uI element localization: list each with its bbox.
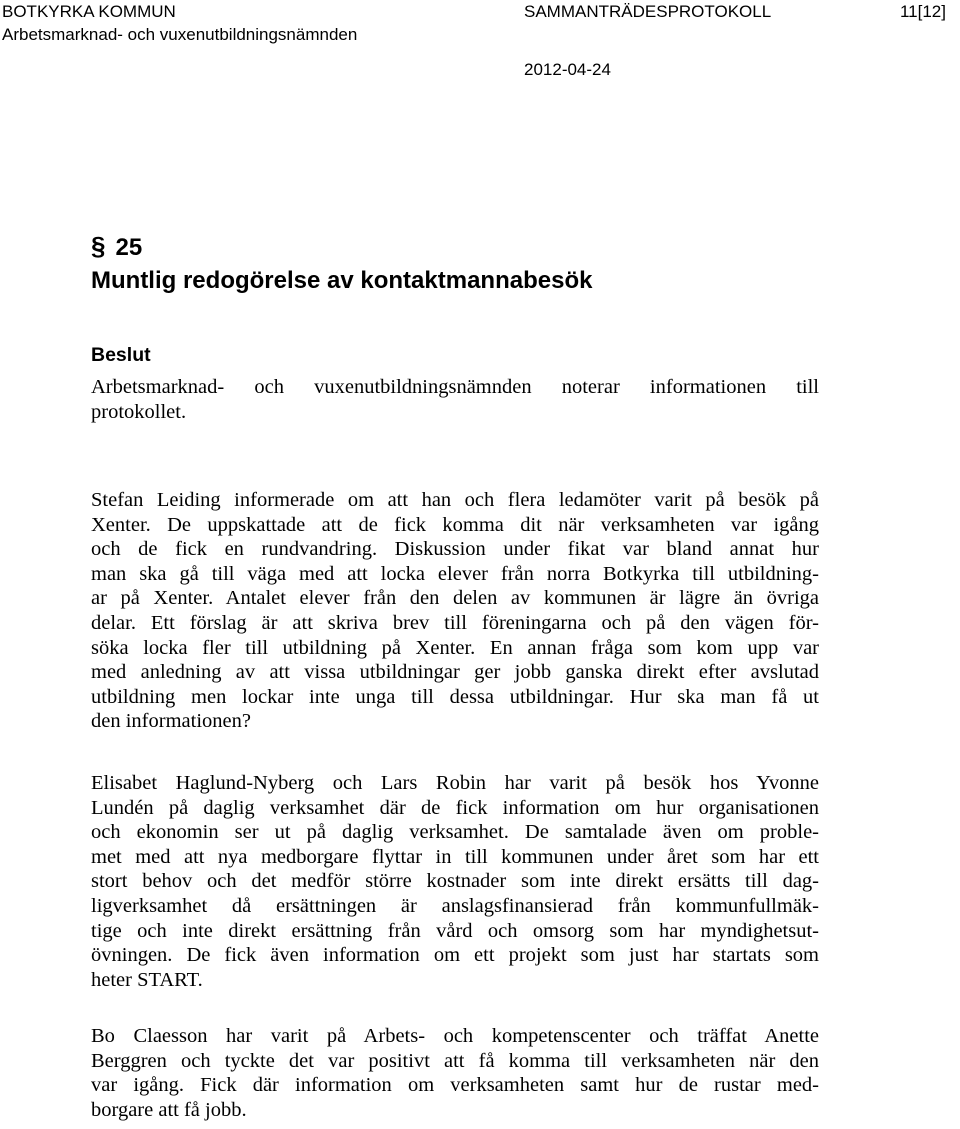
paragraph-haglund-nyberg bbox=[91, 771, 819, 992]
text-line: ar på Xenter. Antalet elever från den delen av kommunen är lägre än övriga bbox=[91, 587, 819, 610]
text-line: och de fick en rundvandring. Diskussion under fikat var bland annat hur bbox=[91, 538, 819, 561]
text-line: Elisabet Haglund-Nyberg och Lars Robin har varit på besök hos Yvonne bbox=[91, 772, 819, 794]
text-line: met med att nya medborgare flyttar in till kommunen under året som har ett bbox=[91, 845, 819, 868]
text-line: Berggren och tyckte det var positivt att få komma till verksamheten när den bbox=[91, 1049, 819, 1072]
section-title: Muntlig redogörelse av kontaktmannabesök bbox=[91, 267, 593, 294]
text-line: övningen. De fick även information om ett projekt som just har startats som bbox=[91, 944, 819, 967]
text-line: söka locka fler till utbildning på Xenter. En annan fråga som kom upp var bbox=[91, 636, 819, 659]
paragraph-claesson bbox=[91, 1024, 819, 1122]
text-line: var igång. Fick där information om verksamheten samt hur de rustar med- bbox=[91, 1074, 819, 1097]
text-line: delar. Ett förslag är att skriva brev till föreningarna och på den vägen för- bbox=[91, 611, 819, 634]
beslut-text bbox=[91, 375, 819, 424]
text-line: Xenter. De uppskattade att de fick komma dit när verksamheten var igång bbox=[91, 513, 819, 536]
text-line: heter START. bbox=[91, 968, 203, 991]
organization-name: BOTKYRKA KOMMUN bbox=[2, 2, 176, 21]
text-line: Bo Claesson har varit på Arbets- och kompetenscenter och träffat Anette bbox=[91, 1025, 819, 1047]
section-number bbox=[91, 232, 142, 262]
text-line: utbildning men lockar inte unga till dessa utbildningar. Hur ska man få ut bbox=[91, 685, 819, 708]
text-line: tige och inte direkt ersättning från vård och omsorg som har myndighetsut- bbox=[91, 919, 819, 942]
beslut-heading: Beslut bbox=[91, 344, 151, 366]
text-line: Stefan Leiding informerade om att han och flera ledamöter varit på besök på bbox=[91, 489, 819, 511]
text-line: protokollet. bbox=[91, 400, 187, 423]
text-line: borgare att få jobb. bbox=[91, 1098, 247, 1121]
page-number: 11[12] bbox=[899, 2, 946, 21]
paragraph-leiding bbox=[91, 488, 819, 734]
committee-name: Arbetsmarknad- och vuxenutbildningsnämnden bbox=[2, 25, 358, 44]
text-line: stort behov och det medför större kostnader som inte direkt ersätts till dag- bbox=[91, 870, 819, 893]
text-line: ligverksamhet då ersättningen är anslagsfinansierad från kommunfullmäk- bbox=[91, 894, 819, 917]
section-symbol: § bbox=[91, 231, 106, 261]
text-line: Lundén på daglig verksamhet där de fick information om hur organisationen bbox=[91, 796, 819, 819]
text-line: Arbetsmarknad- och vuxenutbildningsnämnden noterar informationen till bbox=[91, 376, 819, 398]
text-line: man ska gå till väga med att locka elever från norra Botkyrka till utbildning- bbox=[91, 562, 819, 585]
meeting-date: 2012-04-24 bbox=[524, 60, 611, 79]
section-number-value: 25 bbox=[115, 234, 143, 261]
text-line: den informationen? bbox=[91, 710, 251, 733]
text-line: och ekonomin ser ut på daglig verksamhet. De samtalade även om proble- bbox=[91, 821, 819, 844]
document-type: SAMMANTRÄDESPROTOKOLL bbox=[524, 2, 772, 21]
text-line: med anledning av att vissa utbildningar ger jobb ganska direkt efter avslutad bbox=[91, 661, 819, 684]
